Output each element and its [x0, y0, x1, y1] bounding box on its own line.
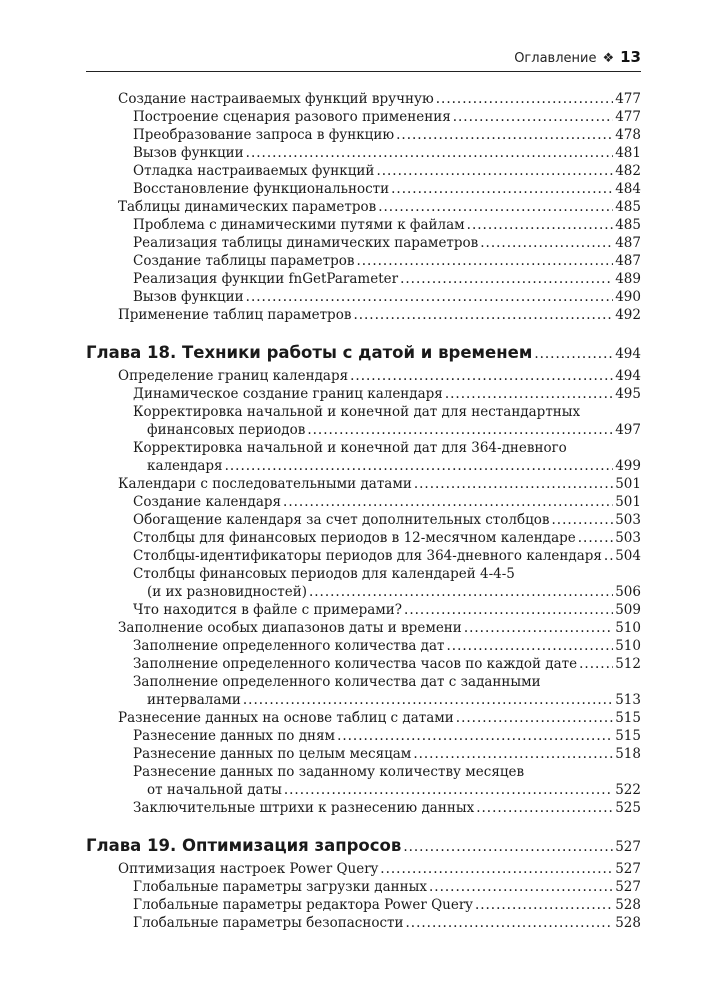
toc-entry-text: Столбцы для финансовых периодов в 12-месячном календаре [133, 530, 576, 546]
toc-page-number: 509 [615, 602, 641, 618]
toc-page-number: 513 [615, 692, 641, 708]
toc-entry [86, 745, 641, 763]
toc-page-number: 510 [615, 620, 641, 636]
dot-leader [464, 619, 613, 637]
page-number: 13 [620, 48, 641, 66]
toc-entry [86, 709, 641, 727]
toc-page-number: 487 [615, 235, 641, 251]
toc-entry-text-continued: календаря [147, 458, 223, 474]
dot-leader [283, 493, 613, 511]
toc-page-number: 497 [615, 422, 641, 438]
toc-page-number: 528 [615, 897, 641, 913]
dot-leader [246, 288, 614, 306]
toc-entry [86, 144, 641, 162]
toc-chapter-title: Глава 19. Оптимизация запросов [86, 836, 402, 855]
toc-entry [86, 90, 641, 108]
toc-entry [86, 385, 641, 403]
toc-page-number: 518 [615, 746, 641, 762]
toc-entry-text: Заполнение особых диапазонов даты и времени [118, 620, 462, 636]
toc-entry [86, 637, 641, 655]
toc-entry-text: Разнесение данных по целым месяцам [133, 746, 412, 762]
toc-entry-text: Создание таблицы параметров [133, 253, 355, 269]
dot-leader [380, 860, 613, 878]
toc-page-number: 503 [615, 530, 641, 546]
toc-page-number: 492 [615, 307, 641, 323]
dot-leader [534, 343, 613, 365]
toc-entry-text: Обогащение календаря за счет дополнительных столбцов [133, 512, 550, 528]
toc-page-number: 515 [615, 728, 641, 744]
toc-entry-text: Вызов функции [133, 145, 244, 161]
toc-entry-text: Преобразование запроса в функцию [133, 127, 395, 143]
toc-page-number: 501 [615, 476, 641, 492]
dot-leader [403, 836, 613, 858]
toc-entry [86, 180, 641, 198]
toc-entry-text: Заключительные штрихи к разнесению данных [133, 800, 475, 816]
toc-entry [86, 799, 641, 817]
toc-entry [86, 270, 641, 288]
dot-leader [337, 727, 613, 745]
toc-page-number: 489 [615, 271, 641, 287]
dot-leader [378, 198, 613, 216]
toc-page-number: 485 [615, 199, 641, 215]
dot-leader [307, 421, 613, 439]
toc-entry [86, 727, 641, 745]
toc-entry-text: Проблема с динамическими путями к файлам [133, 217, 465, 233]
toc-entry-text: Столбцы финансовых периодов для календарей 4-4-5 [133, 566, 515, 582]
toc-entry [86, 878, 641, 896]
dot-leader [356, 252, 613, 270]
dot-leader [476, 799, 613, 817]
toc-entry-text: Календари с последовательными датами [118, 476, 412, 492]
toc-chapter-title: Глава 18. Техники работы с датой и временем [86, 343, 533, 362]
toc-entry-text: Глобальные параметры загрузки данных [133, 879, 428, 895]
toc-entry-text: Заполнение определенного количества дат [133, 638, 445, 654]
toc-entry [86, 198, 641, 216]
toc-entry-text: Разнесение данных на основе таблиц с датами [118, 710, 454, 726]
toc-entry [86, 673, 641, 709]
toc-page-number: 512 [615, 656, 641, 672]
dot-leader [579, 655, 613, 673]
running-header-title: Оглавление [514, 51, 597, 66]
toc-page-number: 527 [615, 879, 641, 895]
toc-entry-text: Создание календаря [133, 494, 282, 510]
dot-leader [413, 745, 613, 763]
toc-page-number: 501 [615, 494, 641, 510]
toc-entry [86, 493, 641, 511]
toc-chapter [86, 342, 641, 365]
toc-entry [86, 252, 641, 270]
toc-entry [86, 162, 641, 180]
dot-leader [436, 90, 613, 108]
dot-leader [284, 781, 613, 799]
dot-leader [604, 547, 613, 565]
toc-entry [86, 511, 641, 529]
toc-page-number: 499 [615, 458, 641, 474]
dot-leader [406, 914, 614, 932]
toc-entry [86, 896, 641, 914]
running-header [86, 48, 641, 70]
toc-entry-text: Динамическое создание границ календаря [133, 386, 443, 402]
toc-page-number: 495 [615, 386, 641, 402]
toc-page-number: 482 [615, 163, 641, 179]
dot-leader [246, 144, 614, 162]
toc-entry [86, 367, 641, 385]
dot-leader [350, 367, 613, 385]
dot-leader [376, 162, 613, 180]
dot-leader [578, 529, 613, 547]
toc-page-number: 527 [615, 861, 641, 877]
diamond-ornament-icon: ❖ [602, 51, 615, 66]
toc-entry-text: Оптимизация настроек Power Query [118, 861, 379, 877]
toc-entry-text: Отладка настраиваемых функций [133, 163, 375, 179]
toc-entry-text-continued: (и их разновидностей) [147, 584, 307, 600]
toc-entry [86, 601, 641, 619]
dot-leader [396, 126, 613, 144]
dot-leader [404, 601, 613, 619]
toc-entry-text-continued: финансовых периодов [147, 422, 306, 438]
toc-entry [86, 306, 641, 324]
dot-leader [243, 691, 613, 709]
toc-page-number: 494 [615, 368, 641, 384]
toc-page-number: 522 [615, 782, 641, 798]
toc-chapter [86, 835, 641, 858]
toc-entry-text-continued: интервалами [147, 692, 241, 708]
toc-entry [86, 619, 641, 637]
toc-page-number: 490 [615, 289, 641, 305]
toc-entry-text: Определение границ календаря [118, 368, 349, 384]
toc-entry-text: Построение сценария разового применения [133, 109, 451, 125]
header-rule [86, 71, 641, 72]
dot-leader [456, 709, 613, 727]
dot-leader [475, 896, 613, 914]
toc-entry-text: Глобальные параметры редактора Power Query [133, 897, 473, 913]
toc-entry [86, 860, 641, 878]
toc-entry-text: Корректировка начальной и конечной дат для 364-дневного [133, 440, 567, 456]
table-of-contents [86, 90, 641, 932]
toc-entry [86, 655, 641, 673]
toc-entry [86, 216, 641, 234]
toc-entry-text-continued: от начальной даты [147, 782, 282, 798]
toc-entry-text: Что находится в файле с примерами? [133, 602, 403, 618]
toc-page-number: 481 [615, 145, 641, 161]
dot-leader [480, 234, 613, 252]
toc-page-number: 484 [615, 181, 641, 197]
toc-entry-text: Разнесение данных по заданному количеству месяцев [133, 764, 525, 780]
toc-entry [86, 403, 641, 439]
toc-entry-text: Реализация функции fnGetParameter [133, 271, 399, 287]
toc-entry [86, 565, 641, 601]
toc-entry [86, 288, 641, 306]
toc-entry-text: Создание настраиваемых функций вручную [118, 91, 434, 107]
toc-entry-text: Таблицы динамических параметров [118, 199, 377, 215]
toc-entry [86, 108, 641, 126]
toc-entry-text: Восстановление функциональности [133, 181, 390, 197]
toc-entry [86, 529, 641, 547]
dot-leader [429, 878, 613, 896]
dot-leader [414, 475, 613, 493]
toc-entry [86, 439, 641, 475]
toc-entry-text: Применение таблиц параметров [118, 307, 352, 323]
toc-entry [86, 914, 641, 932]
toc-page-number: 503 [615, 512, 641, 528]
toc-page-number: 485 [615, 217, 641, 233]
toc-entry [86, 126, 641, 144]
dot-leader [353, 306, 613, 324]
dot-leader [447, 637, 614, 655]
dot-leader [391, 180, 613, 198]
dot-leader [467, 216, 614, 234]
toc-page-number: 494 [615, 346, 641, 362]
toc-page-number: 477 [615, 91, 641, 107]
dot-leader [552, 511, 614, 529]
toc-entry-text: Глобальные параметры безопасности [133, 915, 404, 931]
toc-entry-text: Реализация таблицы динамических параметров [133, 235, 479, 251]
toc-page-number: 515 [615, 710, 641, 726]
toc-page-number: 477 [615, 109, 641, 125]
toc-entry-text: Столбцы-идентификаторы периодов для 364-дневного календаря [133, 548, 602, 564]
toc-entry [86, 234, 641, 252]
toc-entry-text: Заполнение определенного количества дат с заданными [133, 674, 541, 690]
toc-entry [86, 475, 641, 493]
dot-leader [453, 108, 614, 126]
dot-leader [400, 270, 613, 288]
toc-page-number: 487 [615, 253, 641, 269]
dot-leader [309, 583, 613, 601]
dot-leader [445, 385, 613, 403]
toc-entry-text: Корректировка начальной и конечной дат для нестандартных [133, 404, 581, 420]
toc-entry [86, 763, 641, 799]
toc-page-number: 478 [615, 127, 641, 143]
toc-page-number: 527 [615, 839, 641, 855]
dot-leader [225, 457, 614, 475]
toc-page-number: 528 [615, 915, 641, 931]
toc-page-number: 504 [615, 548, 641, 564]
toc-page-number: 510 [615, 638, 641, 654]
toc-entry-text: Вызов функции [133, 289, 244, 305]
toc-entry [86, 547, 641, 565]
toc-page-number: 506 [615, 584, 641, 600]
toc-entry-text: Разнесение данных по дням [133, 728, 336, 744]
toc-entry-text: Заполнение определенного количества часов по каждой дате [133, 656, 578, 672]
toc-page-number: 525 [615, 800, 641, 816]
